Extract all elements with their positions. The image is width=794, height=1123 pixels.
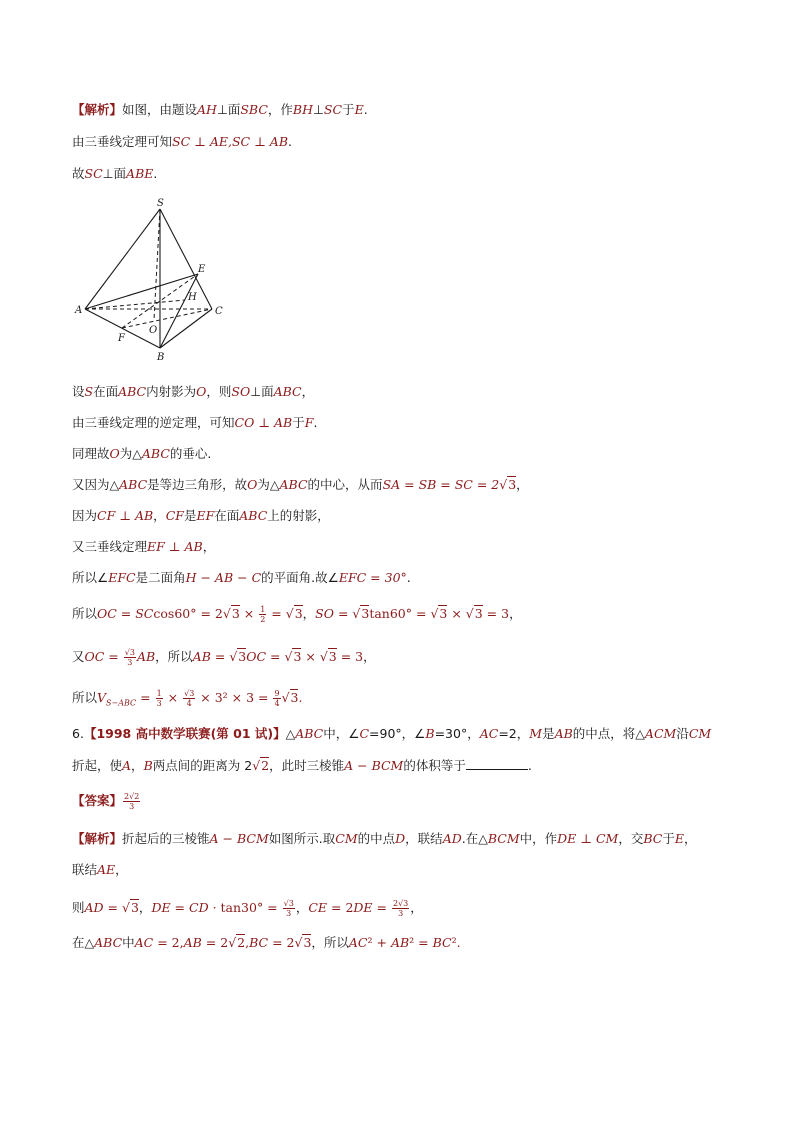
analysis-line-3: 故SC⊥面ABE. [72,166,158,181]
analysis-line-2: 由三垂线定理可知SC ⊥ AE,SC ⊥ AB. [72,134,292,149]
answer-fraction: $\frac{2√2}{3}$ [124,792,140,811]
question-6-line-2: 折起，使A，B两点间的距离为 2√2，此时三棱锥A − BCM的体积等于 . [72,758,532,773]
edge-SC [160,209,212,309]
label-F: F [118,333,125,344]
analysis-line-9: 又三垂线定理EF ⊥ AB， [72,539,216,554]
fraction-one-third: $\frac{1}{3}$ [156,689,162,708]
analysis2-line-1: 【解析】折起后的三棱锥A − BCM如图所示.取CM的中点D，联结AD.在△BCM中，作DE ⊥ CM，交BC于E， [72,831,697,846]
analysis-line-11: 所以OC = SCcos60° = 2√3 × $\frac{1}{2}$ = √3，SO = √3tan60° = √3 × √3 = 3， [72,605,522,624]
fraction-sqrt3-over-4: $\frac{√3}{4}$ [184,689,195,708]
edge-BE [160,274,198,348]
fraction-half: $\frac{1}{2}$ [260,605,266,624]
answer-line [72,792,141,811]
analysis2-line-2: 联结AE， [72,862,128,877]
analysis-line-12: 又OC = $\frac{√3}{3}$ AB，所以AB = √3OC = √3 × √3 = 3， [72,648,376,667]
analysis-line-8: 因为CF ⊥ AB，CF是EF在面ABC上的射影， [72,508,330,523]
fraction-nine-quarters: $\frac{9}{4}$ [274,689,280,708]
analysis-line-7: 又因为△ABC是等边三角形，故O为△ABC的中心，从而SA = SB = SC = 2√3， [72,477,529,492]
question-source-tag: 【1998 高中数学联赛(第 01 试)】 [83,726,286,741]
analysis-line-6: 同理故O为△ABC的垂心. [72,446,212,461]
analysis-line-13: 所以$V_{S-ABC}$ = $\frac{1}{3}$ × $\frac{√3}{4}$ × 3² × 3 = $\frac{9}{4}$ √3. [72,689,303,708]
analysis-line-4: 设S在面ABC内射影为O，则SO⊥面ABC， [72,384,315,399]
analysis-line-1: 【解析】如图，由题设AH⊥面SBC，作BH⊥SC于E. [72,102,368,117]
answer-tag: 【答案】 [72,793,123,808]
label-S: S [157,198,164,209]
answer-blank [466,757,528,770]
fraction-de: $\frac{√3}{3}$ [283,899,294,918]
edge-SA [85,209,160,309]
analysis2-tag: 【解析】 [72,831,123,846]
label-O: O [149,325,158,336]
label-B: B [157,352,165,363]
question-6-line-1: 6.【1998 高中数学联赛(第 01 试)】△ABC中，∠C=90°，∠B=30°，AC=2，M是AB的中点，将△ACM沿CM [72,726,712,741]
analysis-tag: 【解析】 [72,102,123,117]
pyramid-figure [74,196,234,366]
label-C: C [215,306,223,317]
fraction-ce: $\frac{2√3}{3}$ [392,899,409,918]
label-E: E [198,264,206,275]
analysis2-line-3: 则AD = √3，DE = CD · tan30° = $\frac{√3}{3}$ ，CE = 2DE = $\frac{2√3}{3}$ ， [72,899,423,918]
analysis-line-10: 所以∠EFC是二面角H − AB − C的平面角.故∠EFC = 30°. [72,570,411,585]
analysis2-line-4: 在△ABC中AC = 2,AB = 2√2,BC = 2√3，所以AC² + AB² = BC². [72,935,461,950]
label-H: H [188,292,197,303]
label-A: A [75,305,83,316]
analysis-line-5: 由三垂线定理的逆定理，可知CO ⊥ AB于F. [72,415,318,430]
fraction-sqrt3-over-3: $\frac{√3}{3}$ [124,648,135,667]
